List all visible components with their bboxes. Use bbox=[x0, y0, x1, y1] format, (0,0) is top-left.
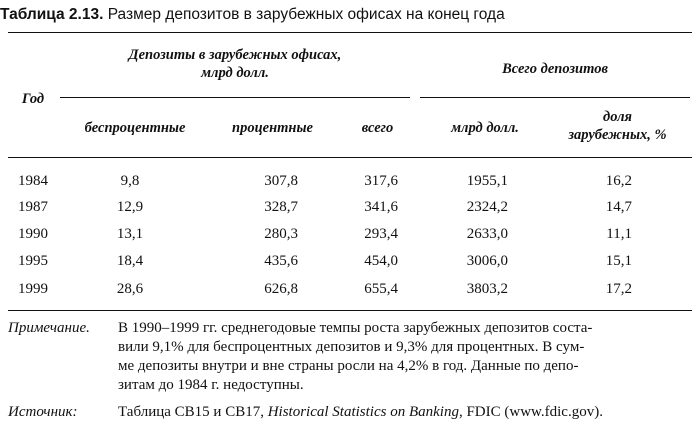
header-col-nonint: беспроцентные bbox=[84, 120, 186, 136]
note-line: зитам до 1984 г. недоступны. bbox=[118, 377, 304, 393]
note-label: Примечание. bbox=[8, 320, 90, 336]
header-col-share bbox=[545, 108, 690, 144]
header-group-foreign-line1: Депозиты в зарубежных офисах, bbox=[128, 47, 342, 63]
cell-year: 1999 bbox=[18, 281, 48, 297]
cell-total: 1955,1 bbox=[466, 173, 508, 189]
cell-year: 1995 bbox=[18, 253, 48, 269]
cell-all: 341,6 bbox=[364, 199, 398, 215]
header-col-share-line1: доля bbox=[603, 109, 632, 125]
cell-nonint: 13,1 bbox=[116, 226, 144, 242]
cell-share: 15,1 bbox=[605, 253, 632, 269]
note-line: ме депозиты внутри и вне страны росли на 4,2% в год. Данные по депо- bbox=[118, 358, 579, 374]
header-col-int: процентные bbox=[232, 120, 313, 136]
header-year: Год bbox=[21, 91, 45, 107]
cell-nonint: 28,6 bbox=[116, 281, 144, 297]
cell-share: 16,2 bbox=[605, 173, 632, 189]
header-group-total: Всего депозитов bbox=[502, 61, 608, 77]
source-prefix: Таблица CB15 и CB17, bbox=[118, 404, 268, 420]
top-rule bbox=[8, 32, 692, 33]
cell-all: 293,4 bbox=[364, 226, 398, 242]
header-group-foreign-line2: млрд долл. bbox=[201, 65, 269, 81]
source-text bbox=[118, 403, 693, 422]
cell-share: 11,1 bbox=[606, 226, 632, 242]
cell-share: 14,7 bbox=[605, 199, 632, 215]
cell-year: 1990 bbox=[18, 226, 48, 242]
source-label: Источник: bbox=[8, 404, 78, 420]
cell-nonint: 9,8 bbox=[120, 173, 140, 189]
header-col-total-bln: млрд долл. bbox=[451, 120, 519, 136]
header-subrule-total bbox=[420, 97, 690, 98]
cell-total: 2324,2 bbox=[466, 199, 508, 215]
cell-int: 435,6 bbox=[264, 253, 298, 269]
header-group-foreign bbox=[60, 46, 410, 82]
header-bottom-rule bbox=[8, 157, 692, 158]
source-title: Historical Statistics on Banking bbox=[267, 404, 459, 420]
cell-total: 2633,0 bbox=[466, 226, 508, 242]
cell-all: 454,0 bbox=[364, 253, 398, 269]
note-text bbox=[118, 319, 690, 395]
table-bottom-rule bbox=[8, 310, 692, 311]
note-line: В 1990–1999 гг. среднегодовые темпы роста зарубежных депозитов соста- bbox=[118, 320, 593, 336]
caption-title: Размер депозитов в зарубежных офисах на конец года bbox=[107, 6, 505, 23]
cell-int: 280,3 bbox=[264, 226, 298, 242]
cell-total: 3006,0 bbox=[466, 253, 508, 269]
cell-nonint: 18,4 bbox=[116, 253, 144, 269]
cell-year: 1984 bbox=[18, 173, 48, 189]
cell-int: 307,8 bbox=[264, 173, 298, 189]
cell-int: 626,8 bbox=[264, 281, 298, 297]
header-col-all: всего bbox=[361, 120, 394, 136]
cell-all: 317,6 bbox=[364, 173, 398, 189]
header-col-share-line2: зарубежных, % bbox=[568, 127, 667, 143]
header-subrule-foreign bbox=[60, 97, 410, 98]
cell-year: 1987 bbox=[18, 199, 48, 215]
cell-share: 17,2 bbox=[605, 281, 632, 297]
cell-nonint: 12,9 bbox=[116, 199, 144, 215]
source-suffix: , FDIC (www.fdic.gov). bbox=[458, 404, 603, 420]
cell-total: 3803,2 bbox=[466, 281, 508, 297]
cell-int: 328,7 bbox=[264, 199, 298, 215]
cell-all: 655,4 bbox=[364, 281, 398, 297]
note-line: вили 9,1% для беспроцентных депозитов и 9,3% для процентных. В сум- bbox=[118, 339, 585, 355]
table-caption bbox=[0, 6, 698, 24]
caption-number: Таблица 2.13. bbox=[0, 6, 104, 23]
